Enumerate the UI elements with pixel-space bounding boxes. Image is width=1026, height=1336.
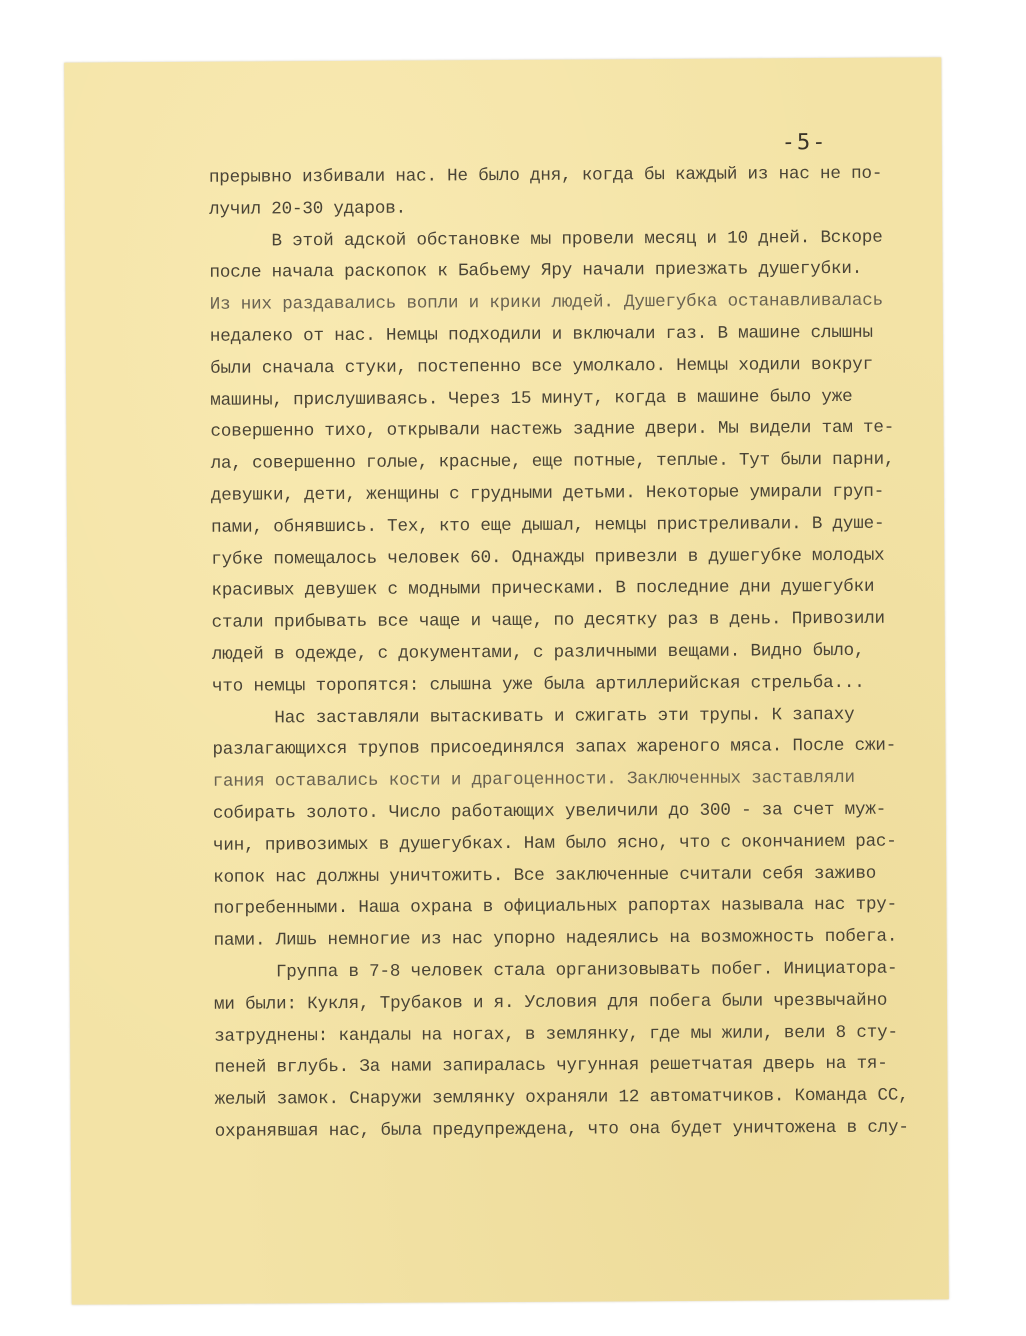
typed-text-body: [209, 158, 940, 1148]
text-line: копок нас должны уничтожить. Все заключенные считали себя заживо: [213, 863, 877, 888]
text-line: собирать золото. Число работающих увеличили до 300 - за счет муж-: [212, 799, 887, 824]
text-line: желый замок. Снаружи землянку охраняли 12 автоматчиков. Команда СС,: [214, 1085, 909, 1110]
text-line: охранявшая нас, была предупреждена, что она будет уничтожена в слу-: [214, 1117, 909, 1142]
text-line: В этой адской обстановке мы провели месяц и 10 дней. Вскоре: [209, 227, 883, 252]
text-line: девушки, дети, женщины с грудными детьми. Некоторые умирали груп-: [210, 481, 885, 506]
text-line: лучил 20-30 ударов.: [209, 198, 406, 220]
text-line: совершенно тихо, открывали настежь задние двери. Мы видели там те-: [210, 418, 895, 443]
text-line: Нас заставляли вытаскивать и сжигать эти трупы. К запаху: [212, 704, 855, 729]
text-line: стали прибывать все чаще и чаще, по десятку раз в день. Привозили: [211, 608, 885, 633]
text-line: прерывно избивали нас. Не было дня, когда бы каждый из нас не по-: [208, 163, 883, 188]
text-line: людей в одежде, с документами, с различными вещами. Видно было,: [211, 640, 865, 665]
text-line: губке помещалось человек 60. Однажды привезли в душегубке молодых: [211, 545, 885, 570]
text-line: разлагающихся трупов присоединялся запах жареного мяса. После сжи-: [212, 735, 897, 761]
text-line: Группа в 7-8 человек стала организовывать побег. Инициатора-: [213, 958, 898, 983]
text-line: недалеко от нас. Немцы подходили и включали газ. В машине слышны: [209, 322, 873, 347]
text-line: погребенными. Наша охрана в официальных рапортах называла нас тру-: [213, 894, 898, 920]
text-line: затруднены: кандалы на ногах, в землянку, где мы жили, вели 8 сту-: [214, 1022, 898, 1047]
text-line: чин, привозимых в душегубках. Нам было ясно, что с окончанием рас-: [212, 831, 897, 856]
text-line: ла, совершенно голые, красные, еще потные, теплые. Тут были парни,: [210, 449, 895, 474]
text-line: пеней вглубь. За нами запиралась чугунная решетчатая дверь на тя-: [214, 1053, 888, 1079]
text-line: пами, обнявшись. Тех, кто еще дышал, немцы пристреливали. В душе-: [210, 513, 885, 538]
text-line: пами. Лишь немногие из нас упорно надеялись на возможность побега.: [213, 926, 898, 951]
text-line: машины, прислушиваясь. Через 15 минут, когда в машине было уже: [210, 386, 853, 411]
page-number: -5-: [781, 130, 828, 156]
text-line: ми были: Кукля, Трубаков и я. Условия для побега были чрезвычайно: [213, 990, 888, 1015]
paper-sheet: [64, 57, 949, 1304]
text-line: что немцы торопятся: слышна уже была артиллерийская стрельба...: [211, 672, 865, 697]
text-line: гания оставались кости и драгоценности. Заключенных заставляли: [212, 768, 855, 792]
text-line: после начала раскопок к Бабьему Яру начали приезжать душегубки.: [209, 259, 863, 284]
text-line: Из них раздавались вопли и крики людей. Душегубка останавливалась: [209, 290, 884, 315]
text-line: были сначала стуки, постепенно все умолкало. Немцы ходили вокруг: [210, 354, 874, 379]
text-line: красивых девушек с модными прическами. В последние дни душегубки: [211, 577, 875, 602]
